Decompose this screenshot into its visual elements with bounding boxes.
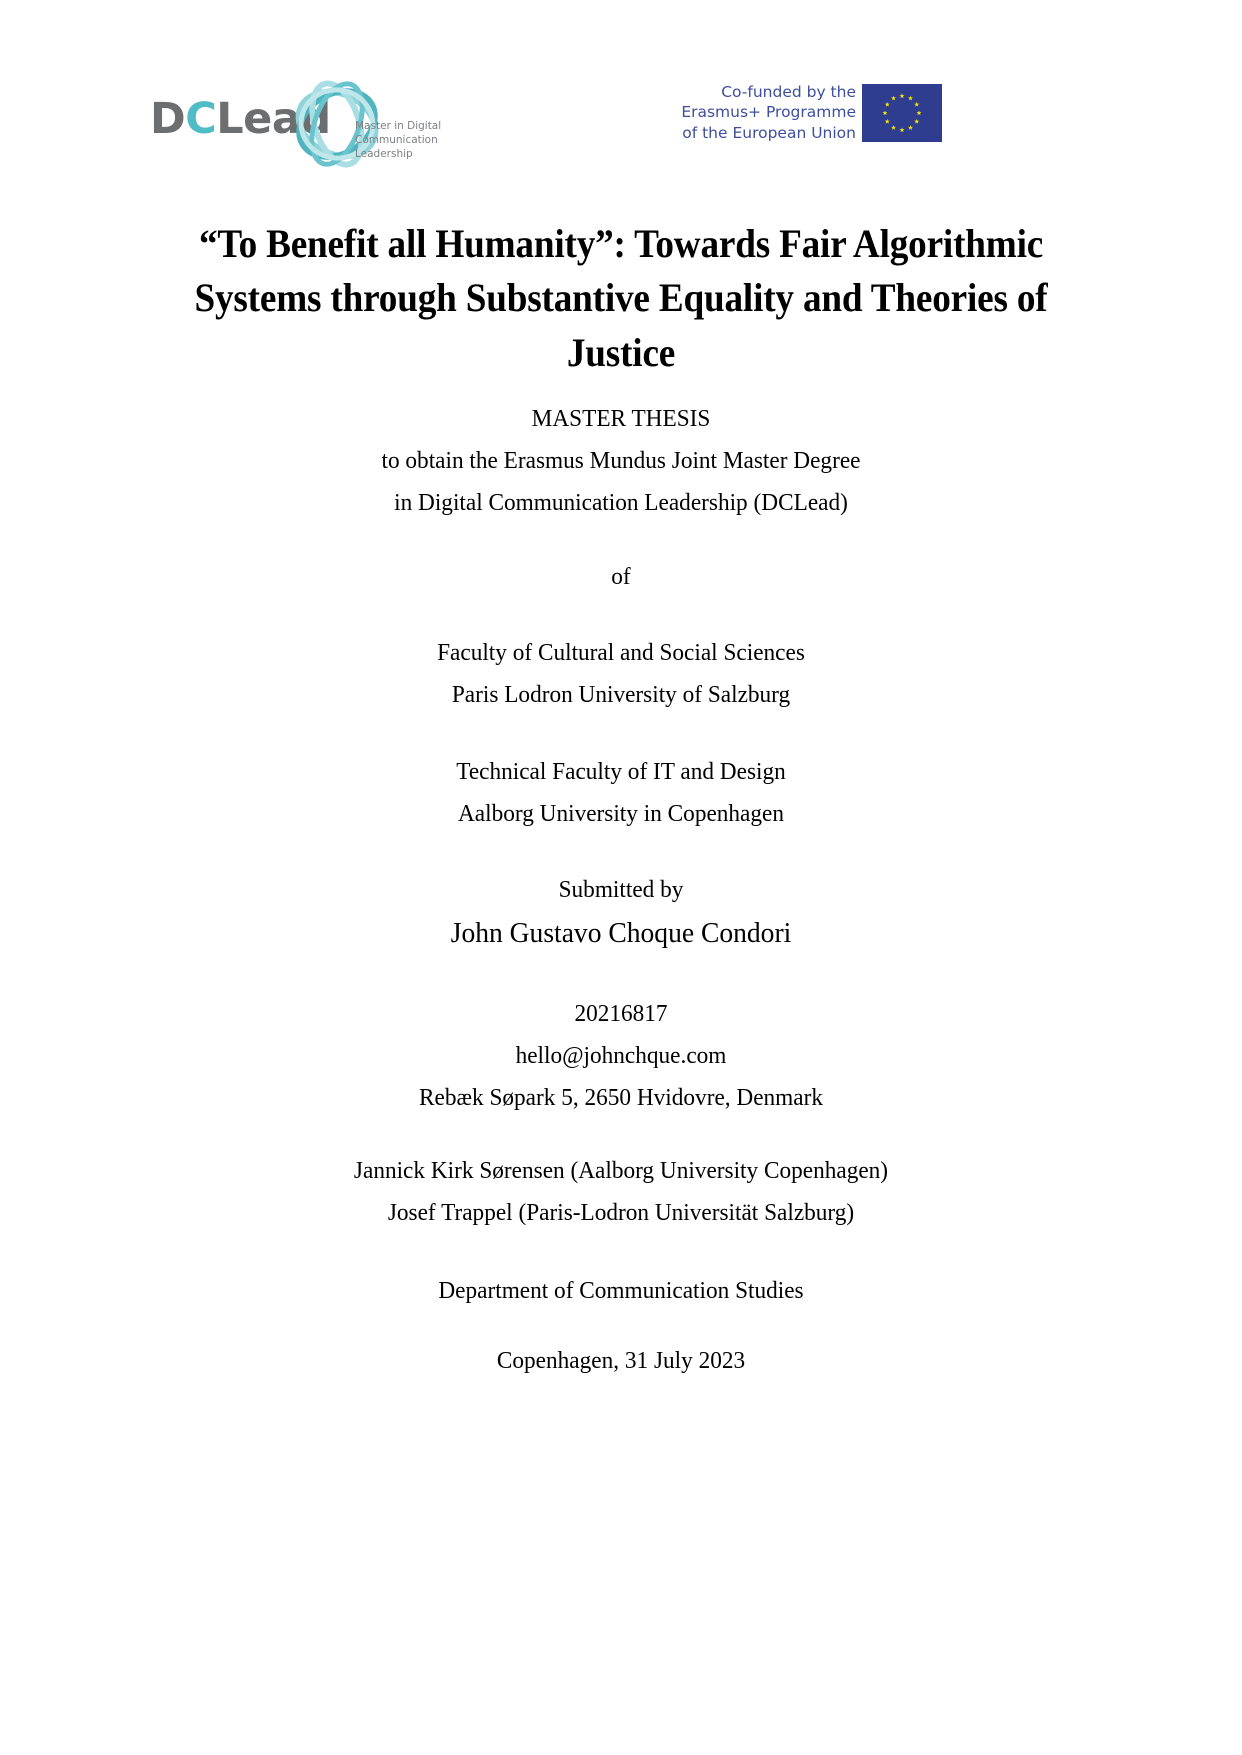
thesis-title-line-1: “To Benefit all Humanity”: Towards Fair: [198, 220, 846, 266]
erasmus-text-line-3: of the European Union: [682, 123, 856, 142]
erasmus-eu-logo: [681, 80, 942, 152]
author-name-text: John Gustavo Choque Condori: [450, 917, 792, 949]
institution-salzburg-faculty: Faculty of Cultural and Social Sciences: [437, 639, 805, 666]
thesis-title: [155, 217, 1087, 380]
supervisor-1: Jannick Kirk Sørensen (Aalborg University Copenhagen): [353, 1157, 889, 1184]
submitted-by-text: Submitted by: [558, 876, 684, 903]
author-contact: [145, 993, 1097, 1119]
author-email: hello@johnchque.com: [515, 1042, 727, 1070]
dclead-tagline-line-2: Communication: [355, 133, 438, 146]
thesis-title-line-2: Algorithmic Systems through Substantive: [194, 220, 1044, 321]
degree-statement: [145, 398, 1097, 524]
place-and-date: [145, 1340, 1097, 1382]
connector-of: [145, 556, 1097, 598]
dclead-letter-c: C: [185, 94, 217, 144]
degree-type: MASTER THESIS: [531, 405, 711, 432]
logo-row: [0, 62, 1242, 172]
dclead-logo: [150, 76, 440, 172]
institution-aalborg-university: Aalborg University in Copenhagen: [457, 800, 784, 828]
institution-aalborg-faculty: Technical Faculty of IT and Design: [456, 758, 786, 785]
institution-salzburg-university: Paris Lodron University of Salzburg: [451, 681, 791, 709]
dclead-tagline-line-1: Master in Digital: [355, 120, 442, 132]
dclead-tagline-line-3: Leadership: [355, 147, 413, 160]
institution-salzburg: [145, 632, 1097, 716]
dclead-letter-d: D: [150, 94, 186, 144]
degree-purpose: to obtain the Erasmus Mundus Joint Master Degree: [381, 447, 861, 475]
erasmus-text-line-1: Co-funded by the: [721, 83, 856, 101]
connector-of-text: of: [611, 563, 631, 590]
author-address: Rebæk Søpark 5, 2650 Hvidovre, Denmark: [418, 1084, 824, 1112]
thesis-title-line-3: Equality and Theories of Justice: [566, 275, 1048, 375]
eu-flag-icon: [862, 84, 942, 142]
erasmus-funding-text: [681, 82, 856, 143]
supervisors: [145, 1150, 1097, 1234]
supervisor-2: Josef Trappel (Paris-Lodron Universität Salzburg): [387, 1199, 855, 1227]
author-student-id: 20216817: [574, 1000, 668, 1027]
dclead-word-lead: Lead: [216, 94, 331, 144]
place-and-date-text: Copenhagen, 31 July 2023: [496, 1347, 746, 1374]
degree-programme: in Digital Communication Leadership (DCLead): [394, 489, 848, 517]
author-name: [145, 909, 1097, 959]
department-name: Department of Communication Studies: [438, 1277, 804, 1304]
erasmus-text-line-2: Erasmus+ Programme: [681, 103, 856, 122]
department: [145, 1270, 1097, 1312]
institution-aalborg: [145, 751, 1097, 835]
submitted-by-label: [145, 869, 1097, 911]
dclead-tagline: [355, 120, 441, 162]
